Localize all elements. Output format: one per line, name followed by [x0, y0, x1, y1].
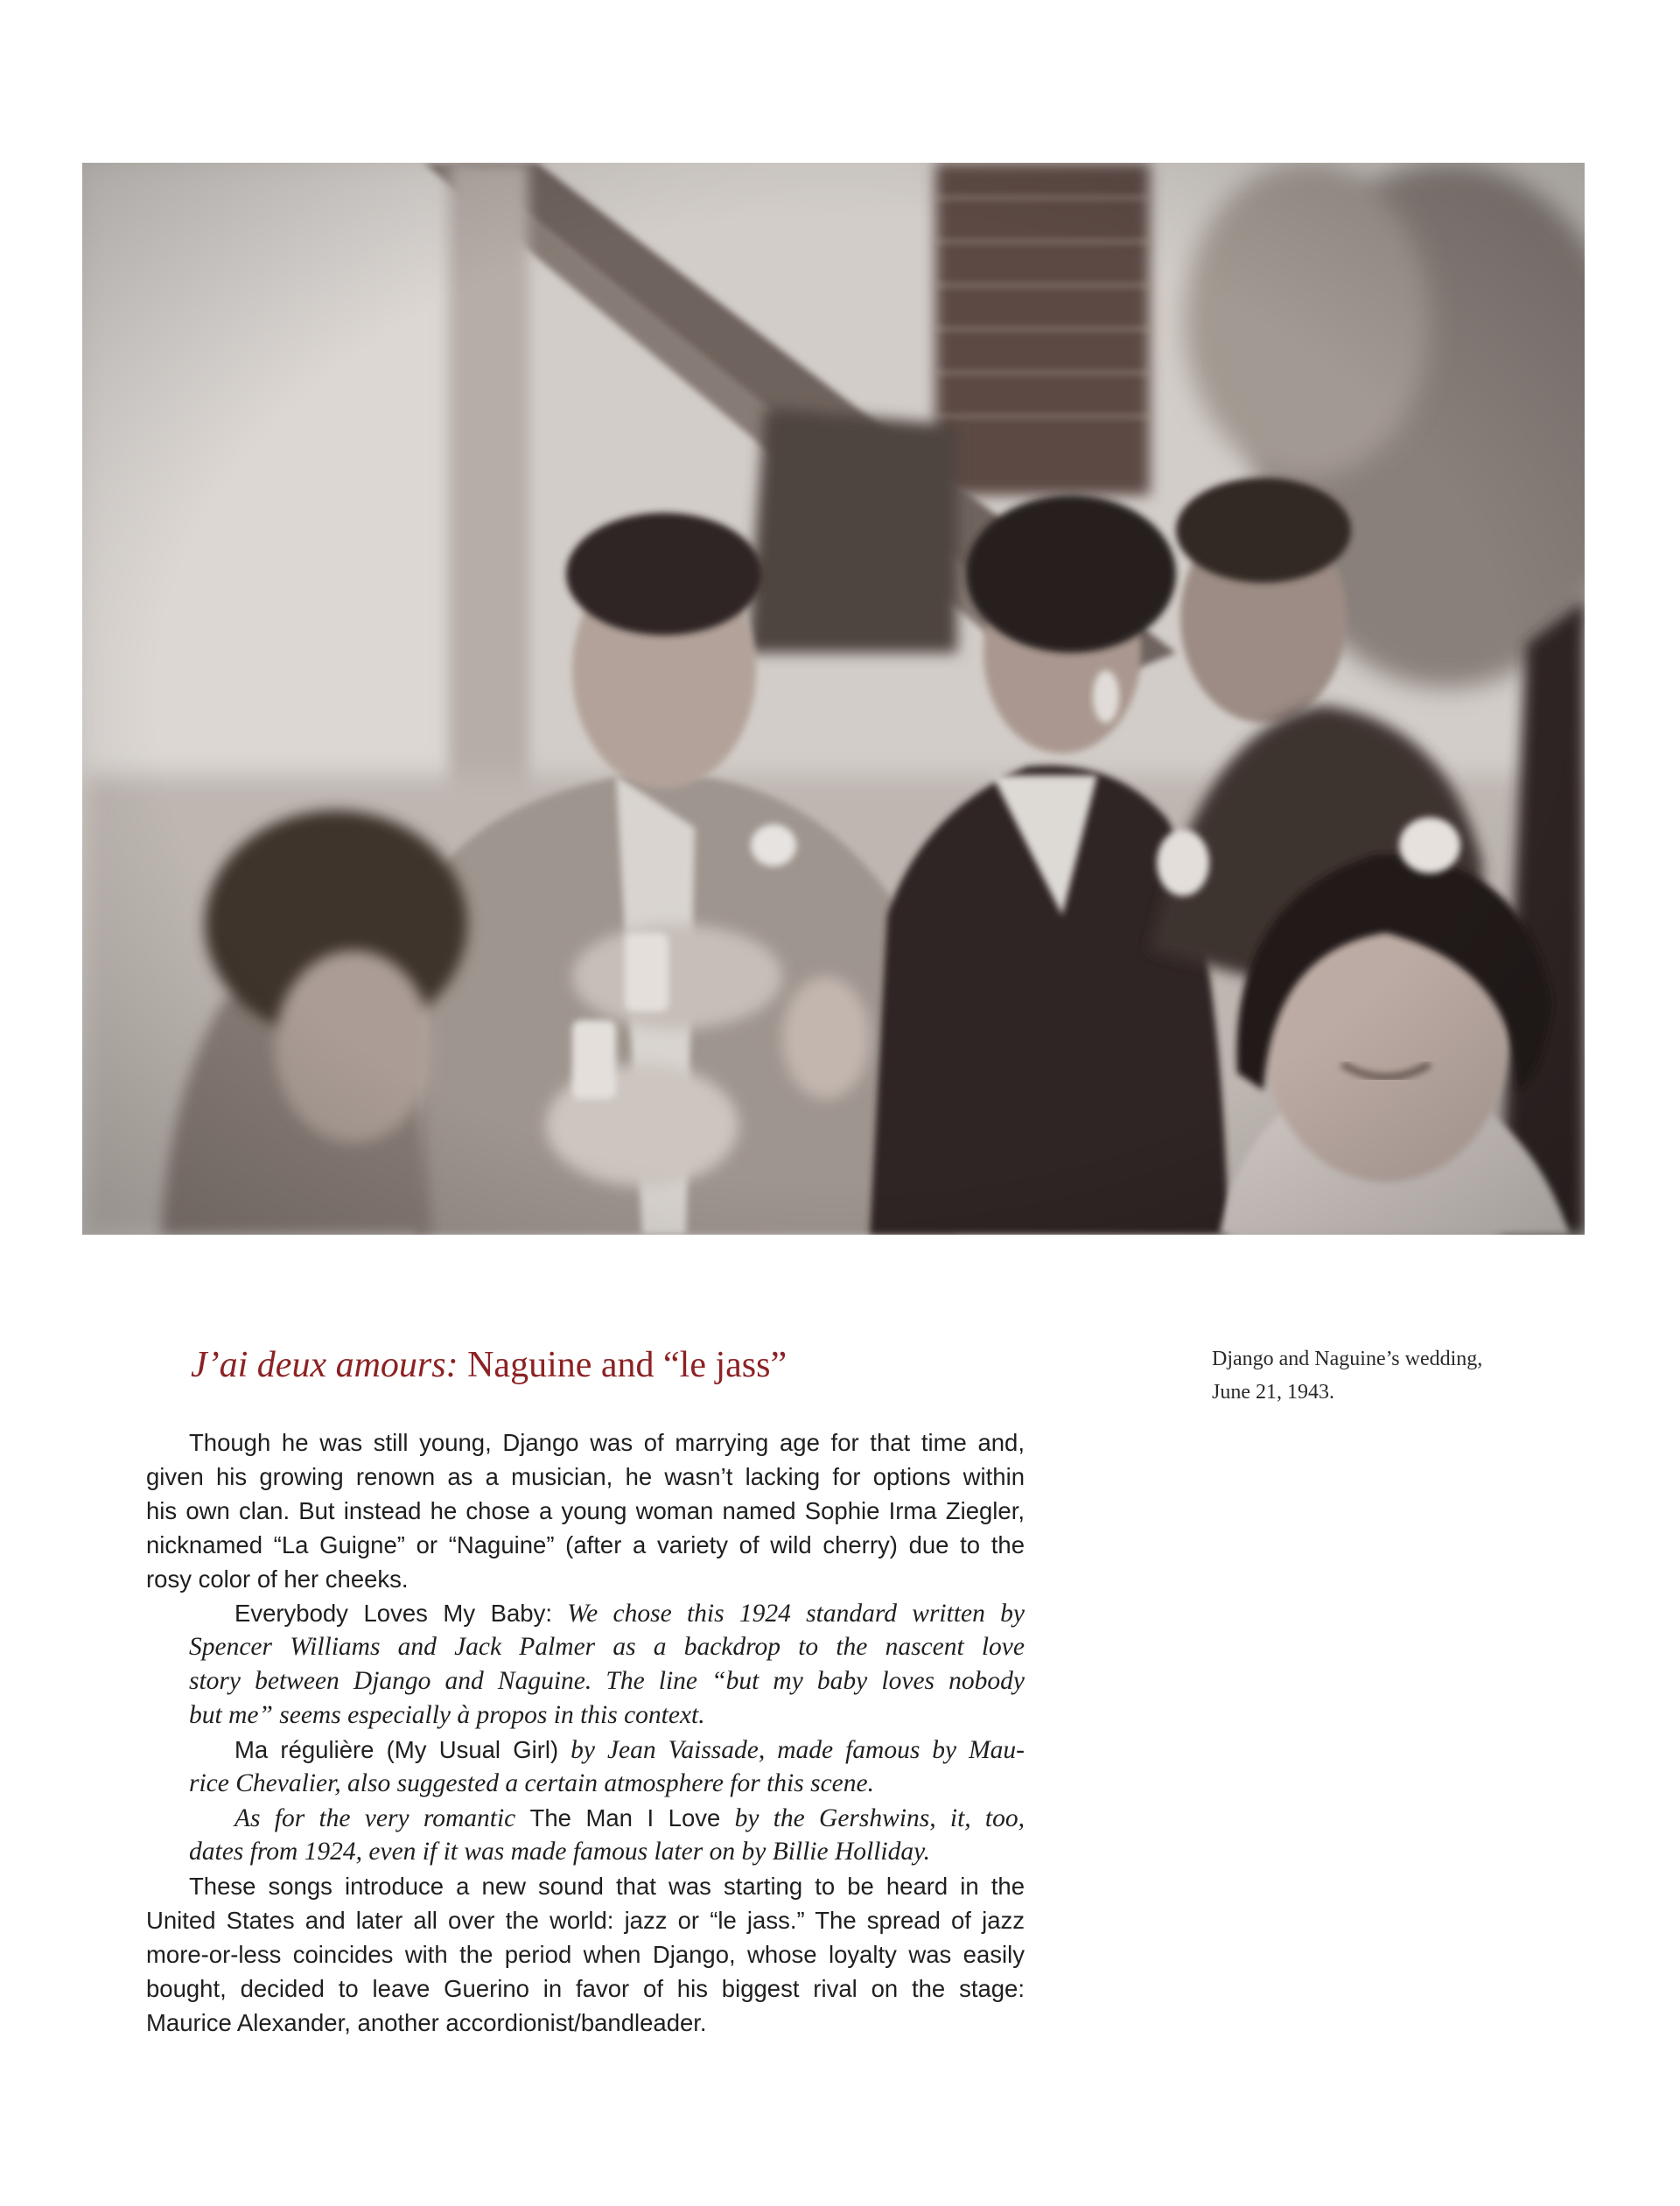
section-heading: [191, 1341, 787, 1390]
song-note-text: As for the very romantic: [234, 1804, 530, 1832]
caption-line: Django and Naguine’s wedding,: [1212, 1348, 1483, 1370]
text-line: bought, decided to leave Guerino in favor of his biggest rival on the stage:: [146, 1975, 1025, 2002]
song-note-line: but me” seems especially à propos in this context.: [189, 1701, 705, 1729]
text-line: given his growing renown as a musician, he wasn’t lacking for options within: [146, 1463, 1025, 1490]
body-text: [146, 1425, 1025, 2040]
song-note-line: [146, 1733, 1025, 1767]
song-title: Ma régulière (My Usual Girl): [234, 1736, 559, 1763]
song-note-text: by the Gershwins, it, too,: [720, 1804, 1025, 1832]
photo-caption: [1212, 1342, 1579, 1409]
song-note-line: dates from 1924, even if it was made famous later on by Billie Holliday.: [189, 1838, 930, 1866]
text-line: more-or-less coincides with the period when Django, whose loyalty was easily: [146, 1941, 1025, 1968]
text-line: nicknamed “La Guigne” or “Naguine” (after a variety of wild cherry) due to the: [146, 1531, 1025, 1558]
song-note-line: story between Django and Naguine. The line “but my baby loves nobody: [189, 1667, 1025, 1695]
text-line: rosy color of her cheeks.: [146, 1565, 409, 1593]
heading-roman-part: Naguine and “le jass”: [458, 1345, 788, 1385]
wedding-photo-icon: [82, 163, 1585, 1235]
song-note-line: rice Chevalier, also suggested a certain atmosphere for this scene.: [189, 1769, 874, 1797]
song-title: The Man I Love: [529, 1804, 721, 1831]
text-line: These songs introduce a new sound that was starting to be heard in the: [189, 1873, 1025, 1900]
wedding-photo: [82, 163, 1585, 1235]
caption-line: June 21, 1943.: [1212, 1381, 1334, 1404]
song-note-line: [146, 1801, 1025, 1835]
text-line: Maurice Alexander, another accordionist/bandleader.: [146, 2009, 707, 2036]
song-note-text: We chose this 1924 standard written by: [551, 1600, 1025, 1628]
song-note-line: [146, 1596, 1025, 1630]
heading-italic-part: J’ai deux amours:: [191, 1345, 458, 1385]
text-line: United States and later all over the world: jazz or “le jass.” The spread of jazz: [146, 1907, 1025, 1934]
song-note-text: by Jean Vaissade, made famous by Mau-: [558, 1736, 1025, 1764]
text-line: his own clan. But instead he chose a young woman named Sophie Irma Ziegler,: [146, 1497, 1025, 1524]
song-note-line: Spencer Williams and Jack Palmer as a backdrop to the nascent love: [189, 1633, 1025, 1661]
text-line: Though he was still young, Django was of marrying age for that time and,: [189, 1429, 1025, 1456]
song-title: Everybody Loves My Baby:: [234, 1600, 552, 1627]
